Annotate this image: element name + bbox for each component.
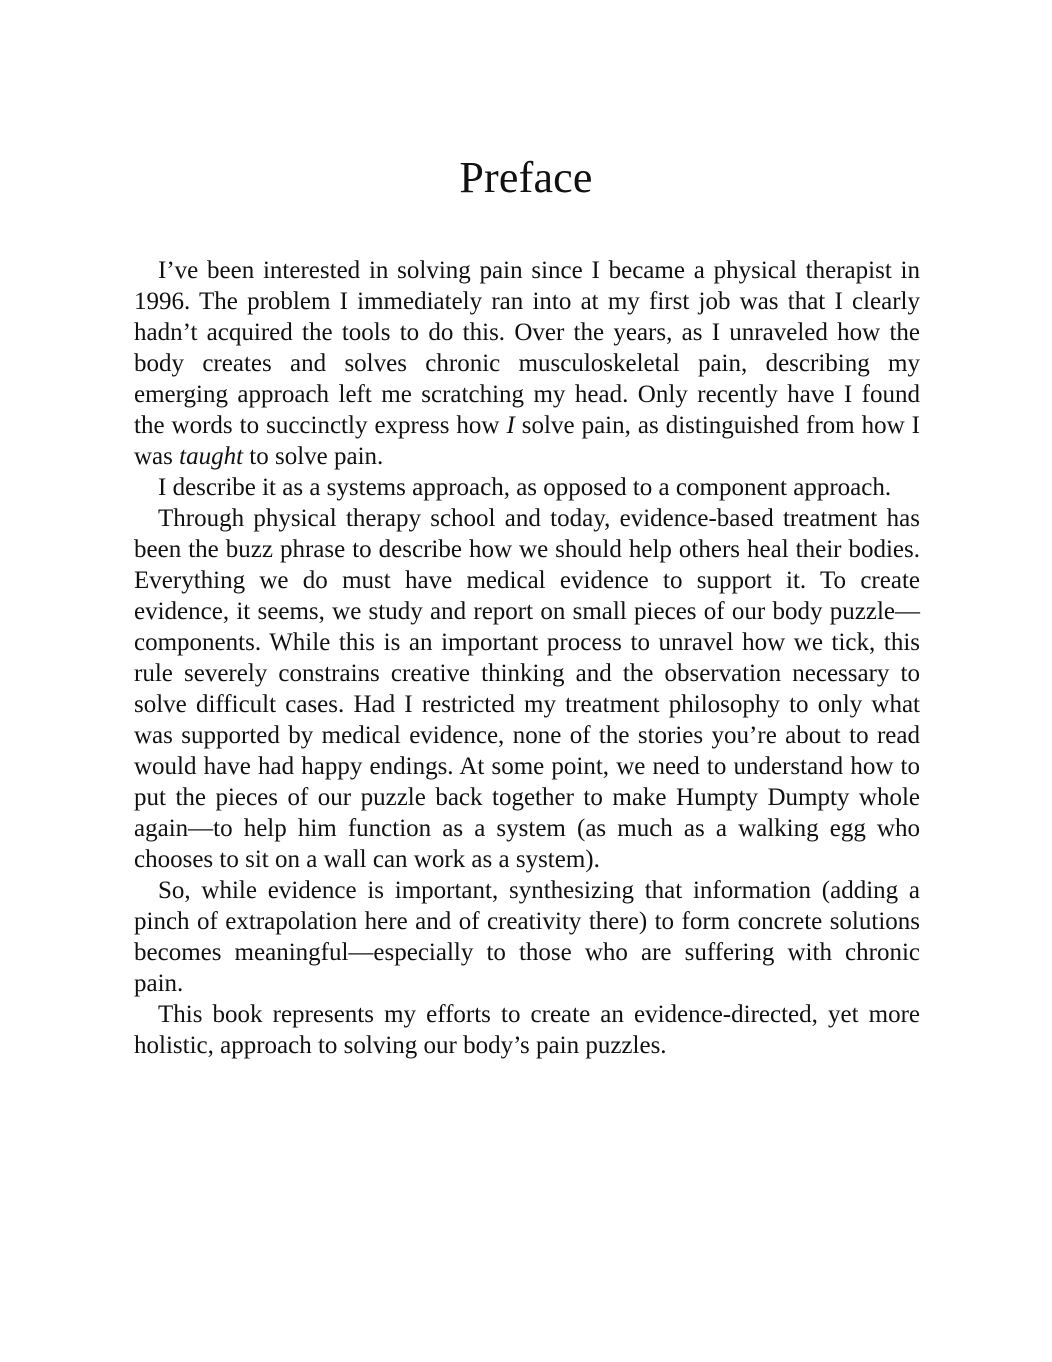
paragraph-2: I describe it as a systems approach, as opposed to a component approach. bbox=[158, 474, 892, 501]
paragraph-4: So, while evidence is important, synthesizing that information (adding a pinch of extrapolation here and of creativity there) to form concrete solutions becomes meaningful—especially to those who are suffering with chronic pain. bbox=[134, 877, 920, 997]
paragraph-3: Through physical therapy school and today, evidence-based treatment has been the buzz phrase to describe how we should help others heal their bodies. Everything we do must have medical evidence to support it. To create evidence, it seems, we study and report on small pieces of our body puzzle—components. While this is an important process to unravel how we tick, this rule severely constrains creative thinking and the observation necessary to solve difficult cases. Had I restricted my treatment philosophy to only what was supported by medical evidence, none of the stories you’re about to read would have had happy endings. At some point, we need to understand how to put the pieces of our puzzle back together to make Humpty Dumpty whole again—to help him function as a system (as much as a walking egg who chooses to sit on a wall can work as a system). bbox=[134, 505, 920, 873]
paragraph-1-emphasis-i: I bbox=[506, 412, 515, 439]
paragraph-1 bbox=[134, 255, 920, 472]
paragraph-1-text-a: I’ve been interested in solving pain since I became a physical therapist in 1996. The problem I immediately ran into at my first job was that I clearly hadn’t acquired the tools to do this. Over the years, as I unraveled how the body creates and solves chronic musculoskeletal pain, describing my emerging approach left me scratching my head. Only recently have I found the words to succinctly express how bbox=[134, 257, 920, 439]
paragraph-5: This book represents my efforts to create an evidence-directed, yet more holistic, approach to solving our body’s pain puzzles. bbox=[134, 1001, 920, 1059]
preface-body bbox=[134, 255, 920, 1061]
page-title: Preface bbox=[459, 153, 593, 202]
paragraph-1-text-c: to solve pain. bbox=[243, 443, 384, 470]
paragraph-1-text-b: solve pain, as distinguished from how I was bbox=[134, 412, 921, 470]
paragraph-1-emphasis-taught: taught bbox=[179, 443, 244, 470]
